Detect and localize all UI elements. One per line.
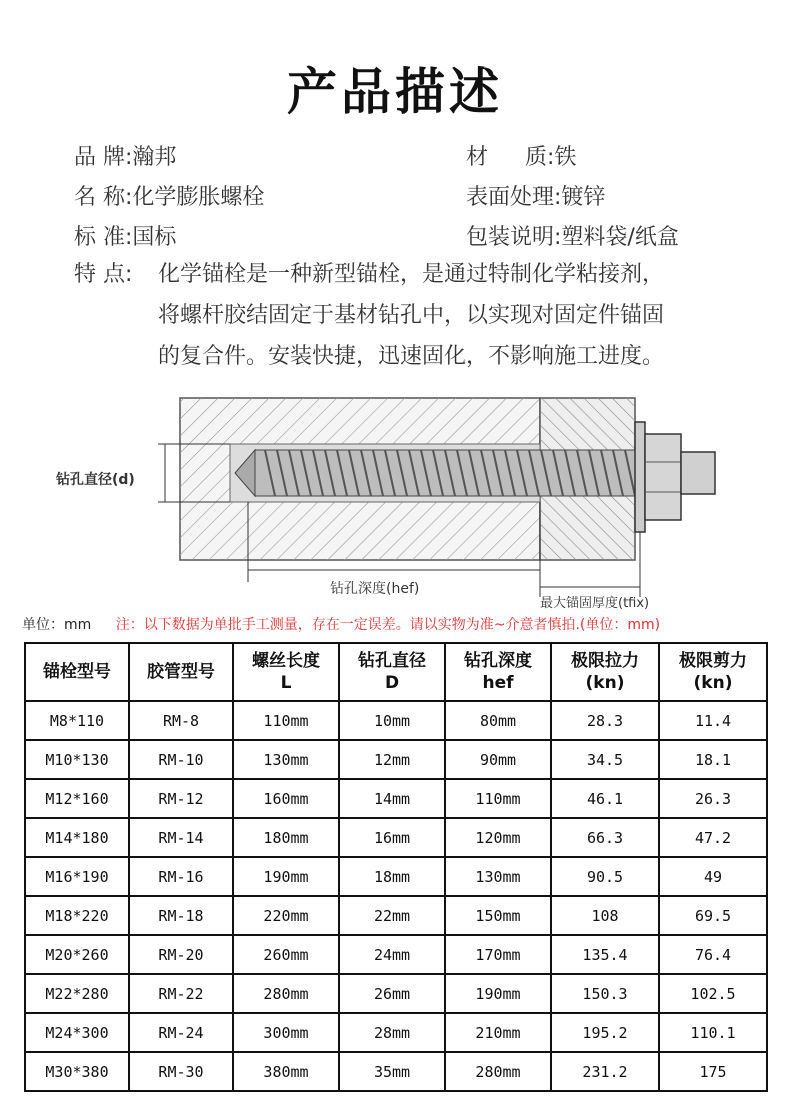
spec-brand-label: 品 牌: — [74, 145, 133, 170]
table-cell: RM-12 — [129, 779, 233, 818]
table-cell: 35mm — [339, 1052, 445, 1091]
table-row — [25, 935, 767, 974]
table-cell: M22*280 — [25, 974, 129, 1013]
table-cell: 90mm — [445, 740, 551, 779]
header-shear-load: 极限剪力 (kn) — [659, 643, 767, 701]
table-cell: 120mm — [445, 818, 551, 857]
table-row — [25, 701, 767, 740]
unit-label: 单位：mm — [22, 617, 92, 633]
spec-surface — [466, 180, 605, 211]
feature-line: 化学锚栓是一种新型锚栓，是通过特制化学粘接剂， — [158, 262, 665, 287]
table-cell: 102.5 — [659, 974, 767, 1013]
page-title: 产品描述 — [287, 63, 503, 121]
table-cell: 18mm — [339, 857, 445, 896]
table-cell: 190mm — [233, 857, 339, 896]
table-cell: M8*110 — [25, 701, 129, 740]
label-max-thickness: 最大锚固厚度(tfix) — [540, 596, 650, 611]
table-cell: 14mm — [339, 779, 445, 818]
table-cell: 90.5 — [551, 857, 659, 896]
spec-brand — [74, 140, 176, 171]
table-cell: M24*300 — [25, 1013, 129, 1052]
threaded-rod — [235, 450, 680, 496]
table-cell: 80mm — [445, 701, 551, 740]
table-cell: M18*220 — [25, 896, 129, 935]
table-cell: 150.3 — [551, 974, 659, 1013]
table-cell: 150mm — [445, 896, 551, 935]
washer-and-nut — [635, 422, 715, 532]
label-hole-diameter: 钻孔直径(d) — [56, 472, 135, 488]
table-cell: 195.2 — [551, 1013, 659, 1052]
table-cell: 110mm — [445, 779, 551, 818]
spec-standard-value: 国标 — [132, 225, 177, 250]
table-cell: RM-16 — [129, 857, 233, 896]
table-cell: 69.5 — [659, 896, 767, 935]
table-row — [25, 1052, 767, 1091]
spec-name-label: 名 称: — [74, 185, 133, 210]
table-cell: RM-10 — [129, 740, 233, 779]
table-row — [25, 896, 767, 935]
spec-material-value: 铁 — [554, 145, 577, 170]
table-cell: 108 — [551, 896, 659, 935]
table-cell: RM-8 — [129, 701, 233, 740]
table-cell: 130mm — [233, 740, 339, 779]
table-row — [25, 779, 767, 818]
table-row — [25, 974, 767, 1013]
spec-material — [466, 140, 576, 171]
table-cell: 180mm — [233, 818, 339, 857]
table-cell: 110mm — [233, 701, 339, 740]
table-cell: 220mm — [233, 896, 339, 935]
table-cell: RM-14 — [129, 818, 233, 857]
table-cell: M16*190 — [25, 857, 129, 896]
spec-table — [24, 642, 768, 1092]
table-cell: 18.1 — [659, 740, 767, 779]
table-cell: 380mm — [233, 1052, 339, 1091]
table-cell: 28.3 — [551, 701, 659, 740]
spec-packing — [466, 220, 679, 251]
table-cell: M14*180 — [25, 818, 129, 857]
table-cell: 26.3 — [659, 779, 767, 818]
label-hole-depth: 钻孔深度(hef) — [330, 581, 420, 597]
spec-brand-value: 瀚邦 — [132, 145, 177, 170]
table-cell: 135.4 — [551, 935, 659, 974]
table-cell: 46.1 — [551, 779, 659, 818]
feature-line: 的复合件。安装快捷，迅速固化，不影响施工进度。 — [158, 344, 665, 369]
table-row — [25, 1013, 767, 1052]
table-cell: 47.2 — [659, 818, 767, 857]
spec-standard-label: 标 准: — [74, 225, 133, 250]
table-cell: 110.1 — [659, 1013, 767, 1052]
spec-packing-label: 包装说明: — [466, 225, 562, 250]
table-cell: 190mm — [445, 974, 551, 1013]
table-cell: 12mm — [339, 740, 445, 779]
table-cell: 175 — [659, 1052, 767, 1091]
feature-block — [74, 254, 734, 377]
measurement-note: 注：以下数据为单批手工测量，存在一定误差。请以实物为准~介意者慎拍.(单位：mm) — [115, 617, 661, 633]
spec-name-value: 化学膨胀螺栓 — [132, 185, 265, 210]
table-cell: RM-22 — [129, 974, 233, 1013]
table-cell: RM-30 — [129, 1052, 233, 1091]
unit-note-line — [22, 614, 660, 634]
spec-standard — [74, 220, 176, 251]
table-cell: M12*160 — [25, 779, 129, 818]
header-capsule-model: 胶管型号 — [129, 643, 233, 701]
table-cell: 26mm — [339, 974, 445, 1013]
header-hole-diameter: 钻孔直径 D — [339, 643, 445, 701]
table-cell: M10*130 — [25, 740, 129, 779]
table-row — [25, 740, 767, 779]
feature-label: 特 点: — [74, 262, 133, 287]
table-cell: 231.2 — [551, 1052, 659, 1091]
table-cell: 28mm — [339, 1013, 445, 1052]
table-header-row — [25, 643, 767, 701]
spec-surface-value: 镀锌 — [561, 185, 606, 210]
table-cell: 210mm — [445, 1013, 551, 1052]
table-cell: 170mm — [445, 935, 551, 974]
table-cell: 300mm — [233, 1013, 339, 1052]
table-cell: 16mm — [339, 818, 445, 857]
feature-line: 将螺杆胶结固定于基材钻孔中，以实现对固定件锚固 — [158, 303, 665, 328]
header-tensile-load: 极限拉力 (kn) — [551, 643, 659, 701]
table-cell: RM-20 — [129, 935, 233, 974]
header-screw-length: 螺丝长度 L — [233, 643, 339, 701]
table-cell: 280mm — [445, 1052, 551, 1091]
spec-packing-value: 塑料袋/纸盒 — [561, 225, 679, 250]
table-cell: 66.3 — [551, 818, 659, 857]
table-row — [25, 818, 767, 857]
table-cell: 22mm — [339, 896, 445, 935]
table-cell: RM-24 — [129, 1013, 233, 1052]
table-cell: 49 — [659, 857, 767, 896]
table-cell: 260mm — [233, 935, 339, 974]
table-row — [25, 857, 767, 896]
table-cell: RM-18 — [129, 896, 233, 935]
table-cell: 280mm — [233, 974, 339, 1013]
table-cell: 24mm — [339, 935, 445, 974]
spec-name — [74, 180, 264, 211]
table-cell: 11.4 — [659, 701, 767, 740]
header-hole-depth: 钻孔深度 hef — [445, 643, 551, 701]
table-cell: M20*260 — [25, 935, 129, 974]
table-cell: 34.5 — [551, 740, 659, 779]
table-cell: M30*380 — [25, 1052, 129, 1091]
header-anchor-model: 锚栓型号 — [25, 643, 129, 701]
table-cell: 10mm — [339, 701, 445, 740]
spec-surface-label: 表面处理: — [466, 185, 562, 210]
table-cell: 130mm — [445, 857, 551, 896]
table-cell: 76.4 — [659, 935, 767, 974]
spec-material-label: 材 质: — [466, 145, 555, 170]
table-cell: 160mm — [233, 779, 339, 818]
